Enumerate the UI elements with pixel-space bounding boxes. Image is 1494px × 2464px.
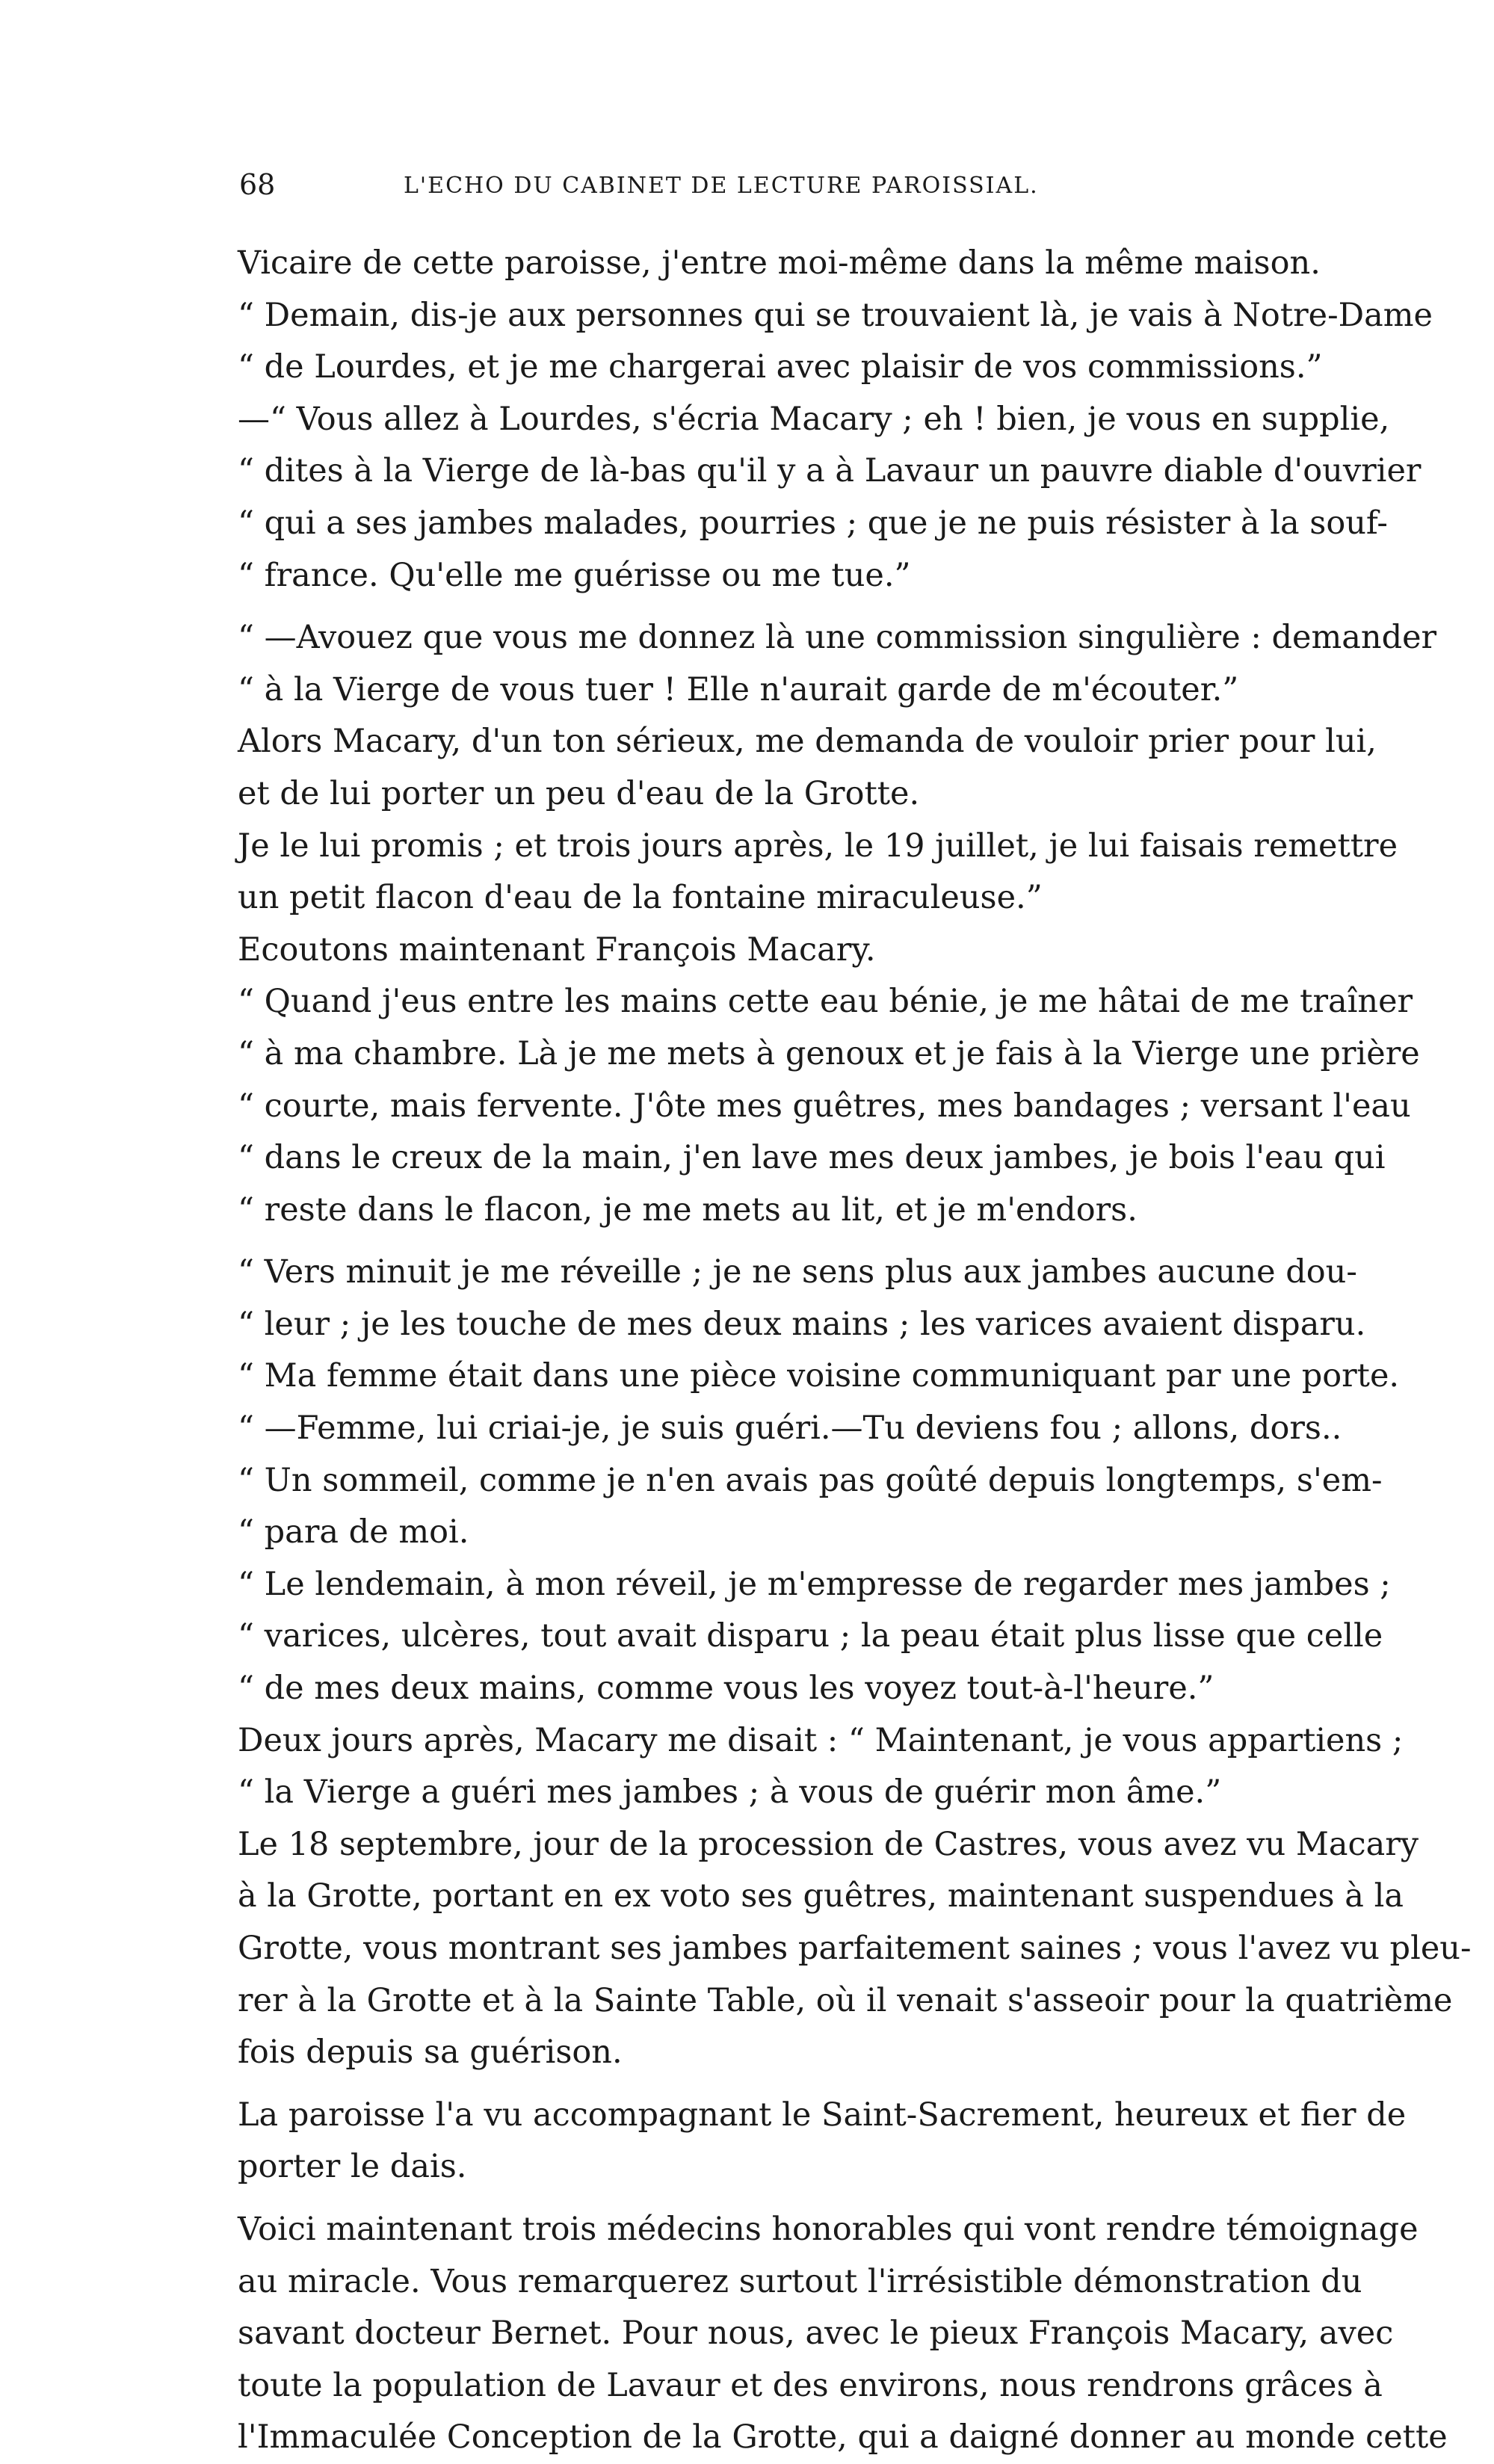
text-line: Alors Macary, d'un ton sérieux, me demanda de vouloir prier pour lui,	[238, 723, 1377, 761]
text-line: toute la population de Lavaur et des environs, nous rendrons grâces à	[238, 2366, 1383, 2404]
text-line: Vicaire de cette paroisse, j'entre moi-même dans la même maison.	[238, 244, 1321, 282]
text-line: “ Demain, dis-je aux personnes qui se trouvaient là, je vais à Notre-Dame	[238, 296, 1433, 334]
running-title: L'ECHO DU CABINET DE LECTURE PAROISSIAL.	[404, 173, 1039, 199]
text-line: et de lui porter un peu d'eau de la Grotte.	[238, 774, 920, 812]
text-line: “ à ma chambre. Là je me mets à genoux et je fais à la Vierge une prière	[238, 1034, 1420, 1072]
text-line: au miracle. Vous remarquerez surtout l'irrésistible démonstration du	[238, 2262, 1362, 2300]
text-line: “ dites à la Vierge de là-bas qu'il y a à Lavaur un pauvre diable d'ouvrier	[238, 452, 1422, 490]
text-line: —“ Vous allez à Lourdes, s'écria Macary ; eh ! bien, je vous en supplie,	[238, 400, 1390, 438]
text-line: à la Grotte, portant en ex voto ses guêtres, maintenant suspendues à la	[238, 1877, 1404, 1915]
text-line: Voici maintenant trois médecins honorables qui vont rendre témoignage	[238, 2210, 1419, 2248]
text-line: Deux jours après, Macary me disait : “ Maintenant, je vous appartiens ;	[238, 1721, 1404, 1759]
text-line: “ courte, mais fervente. J'ôte mes guêtres, mes bandages ; versant l'eau	[238, 1087, 1411, 1125]
text-line: “ de Lourdes, et je me chargerai avec plaisir de vos commissions.”	[238, 348, 1323, 386]
body-text	[238, 238, 1472, 2464]
text-line: “ dans le creux de la main, j'en lave mes deux jambes, je bois l'eau qui	[238, 1139, 1386, 1177]
text-line: Je le lui promis ; et trois jours après, le 19 juillet, je lui faisais remettre	[238, 827, 1398, 865]
text-line: “ leur ; je les touche de mes deux mains ; les varices avaient disparu.	[238, 1305, 1366, 1343]
text-line: “ france. Qu'elle me guérisse ou me tue.”	[238, 556, 911, 594]
text-line: La paroisse l'a vu accompagnant le Saint-Sacrement, heureux et fier de	[238, 2096, 1407, 2134]
text-line: un petit flacon d'eau de la fontaine miraculeuse.”	[238, 879, 1043, 917]
text-line: savant docteur Bernet. Pour nous, avec le pieux François Macary, avec	[238, 2315, 1394, 2353]
text-line: fois depuis sa guérison.	[238, 2034, 623, 2072]
text-line: “ varices, ulcères, tout avait disparu ; la peau était plus lisse que celle	[238, 1617, 1383, 1655]
text-line: “ —Femme, lui criai-je, je suis guéri.—Tu deviens fou ; allons, dors..	[238, 1409, 1342, 1448]
text-line: “ para de moi.	[238, 1513, 469, 1551]
page-number: 68	[239, 168, 276, 201]
text-line: “ reste dans le flacon, je me mets au lit, et je m'endors.	[238, 1191, 1138, 1229]
text-line: Le 18 septembre, jour de la procession de Castres, vous avez vu Macary	[238, 1825, 1419, 1863]
text-line: Ecoutons maintenant François Macary.	[238, 930, 876, 969]
page-header	[239, 168, 1308, 213]
text-line: “ à la Vierge de vous tuer ! Elle n'aurait garde de m'écouter.”	[238, 670, 1239, 708]
text-line: “ la Vierge a guéri mes jambes ; à vous de guérir mon âme.”	[238, 1773, 1222, 1812]
text-line: “ Ma femme était dans une pièce voisine communiquant par une porte.	[238, 1357, 1400, 1395]
text-line: “ Vers minuit je me réveille ; je ne sens plus aux jambes aucune dou-	[238, 1253, 1357, 1291]
text-line: “ Le lendemain, à mon réveil, je m'empresse de regarder mes jambes ;	[238, 1565, 1391, 1603]
text-line: l'Immaculée Conception de la Grotte, qui a daigné donner au monde cette	[238, 2418, 1448, 2457]
text-line: “ Un sommeil, comme je n'en avais pas goûté depuis longtemps, s'em-	[238, 1461, 1383, 1499]
text-line: Grotte, vous montrant ses jambes parfaitement saines ; vous l'avez vu pleu-	[238, 1930, 1472, 1967]
text-line: “ Quand j'eus entre les mains cette eau bénie, je me hâtai de me traîner	[238, 983, 1413, 1021]
text-line: “ de mes deux mains, comme vous les voyez tout-à-l'heure.”	[238, 1670, 1214, 1708]
text-line: “ qui a ses jambes malades, pourries ; que je ne puis résister à la souf-	[238, 504, 1388, 542]
text-line: “ —Avouez que vous me donnez là une commission singulière : demander	[238, 619, 1437, 657]
text-line: porter le dais.	[238, 2148, 467, 2186]
text-line: rer à la Grotte et à la Sainte Table, où il venait s'asseoir pour la quatrième	[238, 1981, 1453, 2019]
